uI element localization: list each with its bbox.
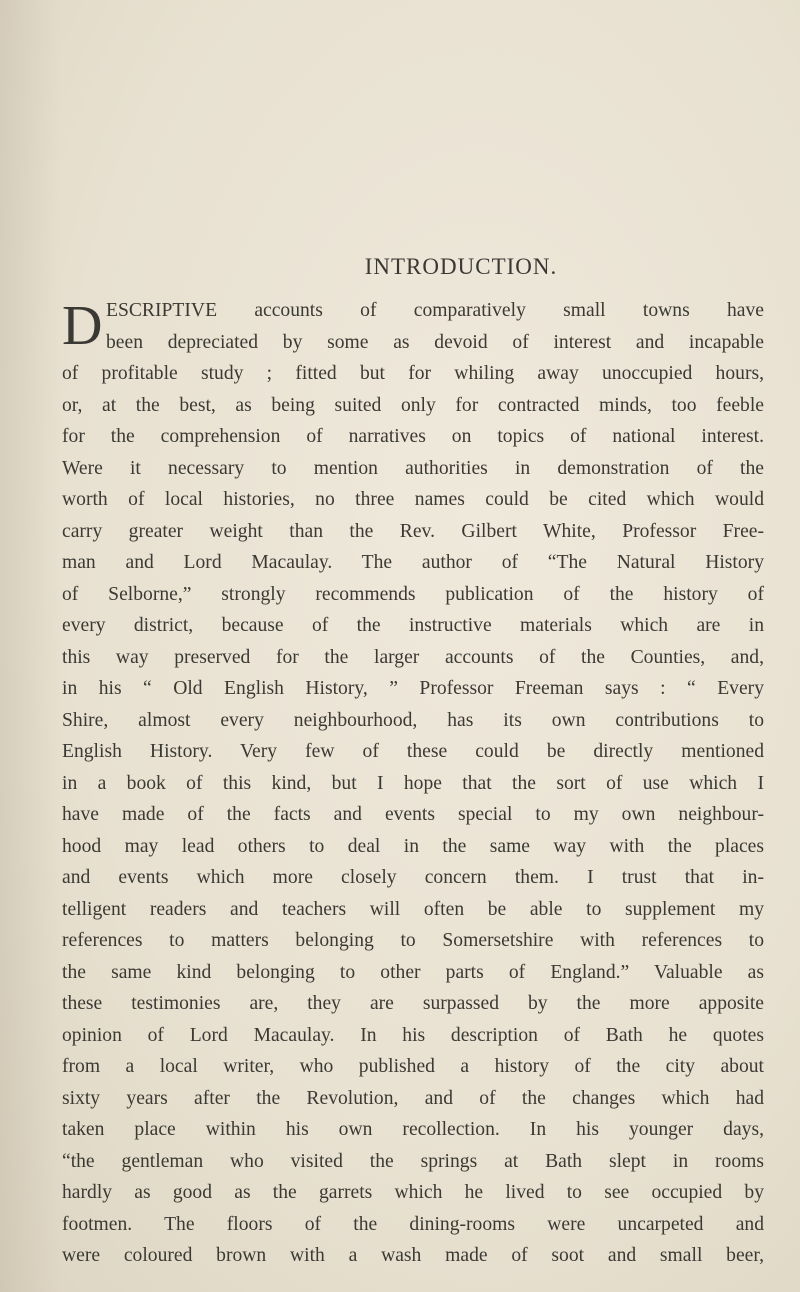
text-line: hardly as good as the garrets which he lived to see occupied by xyxy=(62,1182,764,1203)
text-line: of profitable study ; fitted but for whiling away unoccupied hours, xyxy=(62,363,764,384)
text-line: this way preserved for the larger accounts of the Counties, and, xyxy=(62,646,764,668)
text-line: sixty years after the Revolution, and of the changes which had xyxy=(62,1087,764,1109)
text-line: been depreciated by some as devoid of interest and incapable xyxy=(106,331,764,353)
text-line: and events which more closely concern them. I trust that in- xyxy=(62,867,764,888)
text-line: in a book of this kind, but I hope that the sort of use which I xyxy=(62,772,764,794)
text-line: from a local writer, who published a history of the city about xyxy=(62,1056,764,1077)
text-line: worth of local histories, no three names could be cited which would xyxy=(62,489,764,510)
text-line: telligent readers and teachers will often be able to supplement my xyxy=(62,898,764,920)
text-line: references to matters belonging to Somersetshire with references to xyxy=(62,930,764,951)
text-line: of Selborne,” strongly recommends publication of the history of xyxy=(62,583,764,605)
text-line: for the comprehension of narratives on topics of national interest. xyxy=(62,426,764,447)
text-line: or, at the best, as being suited only for contracted minds, too feeble xyxy=(62,394,764,416)
text-line: man and Lord Macaulay. The author of “The Natural History xyxy=(62,552,764,573)
text-line-1-content: ESCRIPTIVE accounts of comparatively small towns have xyxy=(106,300,764,321)
text-line: hood may lead others to deal in the same way with the places xyxy=(62,835,764,857)
text-line: English History. Very few of these could be directly mentioned xyxy=(62,741,764,762)
text-line: the same kind belonging to other parts of England.” Valuable as xyxy=(62,961,764,983)
text-line: “the gentleman who visited the springs at Bath slept in rooms xyxy=(62,1150,764,1172)
text-line: carry greater weight than the Rev. Gilbert White, Professor Free- xyxy=(62,520,764,542)
page-edge-shadow xyxy=(0,0,60,1292)
text-line: footmen. The floors of the dining-rooms were uncarpeted and xyxy=(62,1213,764,1235)
text-line: Shire, almost every neighbourhood, has its own contributions to xyxy=(62,709,764,731)
drop-cap-letter: D xyxy=(62,295,103,357)
text-line: have made of the facts and events special to my own neighbour- xyxy=(62,804,764,825)
text-line: in his “ Old English History, ” Professor Freeman says : “ Every xyxy=(62,678,764,699)
text-line: opinion of Lord Macaulay. In his description of Bath he quotes xyxy=(62,1024,764,1046)
text-line: every district, because of the instructive materials which are in xyxy=(62,615,764,636)
text-line: Were it necessary to mention authorities in demonstration of the xyxy=(62,457,764,479)
chapter-heading: INTRODUCTION. xyxy=(364,254,558,279)
text-line: were coloured brown with a wash made of soot and small beer, xyxy=(62,1245,764,1266)
text-line: these testimonies are, they are surpassed by the more apposite xyxy=(62,993,764,1014)
body-paragraph xyxy=(62,295,764,1272)
text-line: taken place within his own recollection. In his younger days, xyxy=(62,1119,764,1140)
